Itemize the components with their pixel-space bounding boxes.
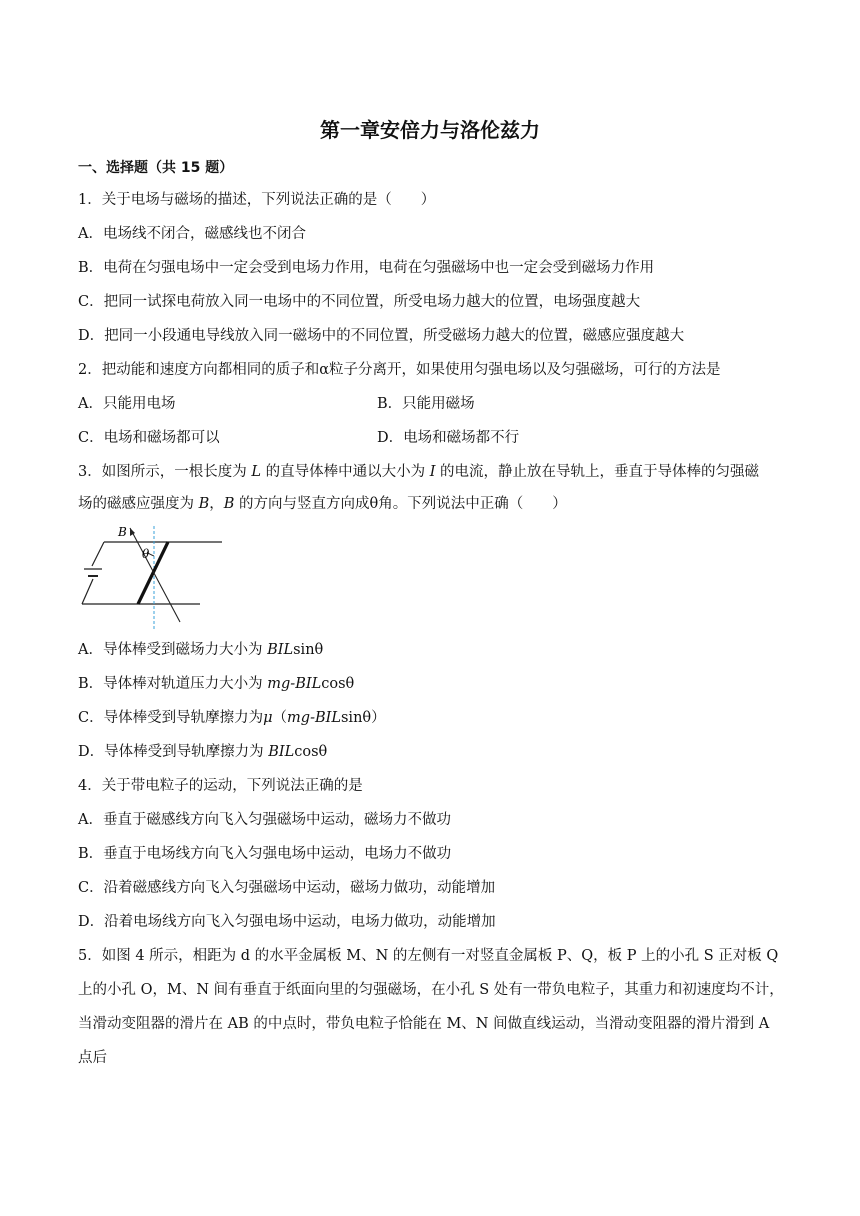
q2-stem: 2．把动能和速度方向都相同的质子和α粒子分离开，如果使用匀强电场以及匀强磁场，可行的方法是 bbox=[78, 362, 721, 378]
q5-stem-line4: 点后 bbox=[78, 1050, 107, 1066]
q5-stem-line1: 5．如图 4 所示，相距为 d 的水平金属板 M、N 的左侧有一对竖直金属板 P、Q，板 P 上的小孔 S 正对板 Q bbox=[78, 948, 779, 964]
q3-stem-line2: 场的磁感应强度为 B，B 的方向与竖直方向成θ角。下列说法中正确（ ） bbox=[78, 496, 567, 512]
section-heading: 一、选择题（共 15 题） bbox=[78, 160, 234, 176]
q3-option-a: A．导体棒受到磁场力大小为 BILsinθ bbox=[78, 642, 324, 658]
q2-option-c: C．电场和磁场都可以 bbox=[78, 430, 220, 446]
q5-stem-line2: 上的小孔 O，M、N 间有垂直于纸面向里的匀强磁场，在小孔 S 处有一带负电粒子，其重力和初速度均不计， bbox=[78, 982, 784, 998]
q3-option-d: D．导体棒受到导轨摩擦力为 BILcosθ bbox=[78, 744, 328, 760]
q4-option-c: C．沿着磁感线方向飞入匀强磁场中运动，磁场力做功，动能增加 bbox=[78, 880, 496, 896]
q1-option-d: D．把同一小段通电导线放入同一磁场中的不同位置，所受磁场力越大的位置，磁感应强度越大 bbox=[78, 328, 685, 344]
q4-stem: 4．关于带电粒子的运动，下列说法正确的是 bbox=[78, 778, 363, 794]
page-title: 第一章安倍力与洛伦兹力 bbox=[320, 118, 540, 142]
q3-stem-line1: 3．如图所示，一根长度为 L 的直导体棒中通以大小为 I 的电流，静止放在导轨上，垂直于导体棒的匀强磁 bbox=[78, 464, 760, 480]
q2-option-a: A．只能用电场 bbox=[78, 396, 176, 412]
q2-option-b: B．只能用磁场 bbox=[377, 396, 475, 412]
fig-label-theta: θ bbox=[142, 547, 150, 561]
q4-option-a: A．垂直于磁感线方向飞入匀强磁场中运动，磁场力不做功 bbox=[78, 812, 451, 828]
q3-option-c: C．导体棒受到导轨摩擦力为μ（mg-BILsinθ） bbox=[78, 710, 386, 726]
q2-option-d: D．电场和磁场都不行 bbox=[377, 430, 520, 446]
fig-label-b: B bbox=[118, 525, 127, 539]
q3-rail-diagram bbox=[78, 522, 228, 632]
q5-stem-line3: 当滑动变阻器的滑片在 AB 的中点时，带负电粒子恰能在 M、N 间做直线运动，当滑动变阻器的滑片滑到 A bbox=[78, 1016, 770, 1032]
q1-option-b: B．电荷在匀强电场中一定会受到电场力作用，电荷在匀强磁场中也一定会受到磁场力作用 bbox=[78, 260, 655, 276]
q1-stem: 1．关于电场与磁场的描述，下列说法正确的是（ ） bbox=[78, 192, 436, 208]
q4-option-d: D．沿着电场线方向飞入匀强电场中运动，电场力做功，动能增加 bbox=[78, 914, 496, 930]
q4-option-b: B．垂直于电场线方向飞入匀强电场中运动，电场力不做功 bbox=[78, 846, 452, 862]
q1-option-c: C．把同一试探电荷放入同一电场中的不同位置，所受电场力越大的位置，电场强度越大 bbox=[78, 294, 641, 310]
q1-option-a: A．电场线不闭合，磁感线也不闭合 bbox=[78, 226, 306, 242]
q3-option-b: B．导体棒对轨道压力大小为 mg-BILcosθ bbox=[78, 676, 355, 692]
